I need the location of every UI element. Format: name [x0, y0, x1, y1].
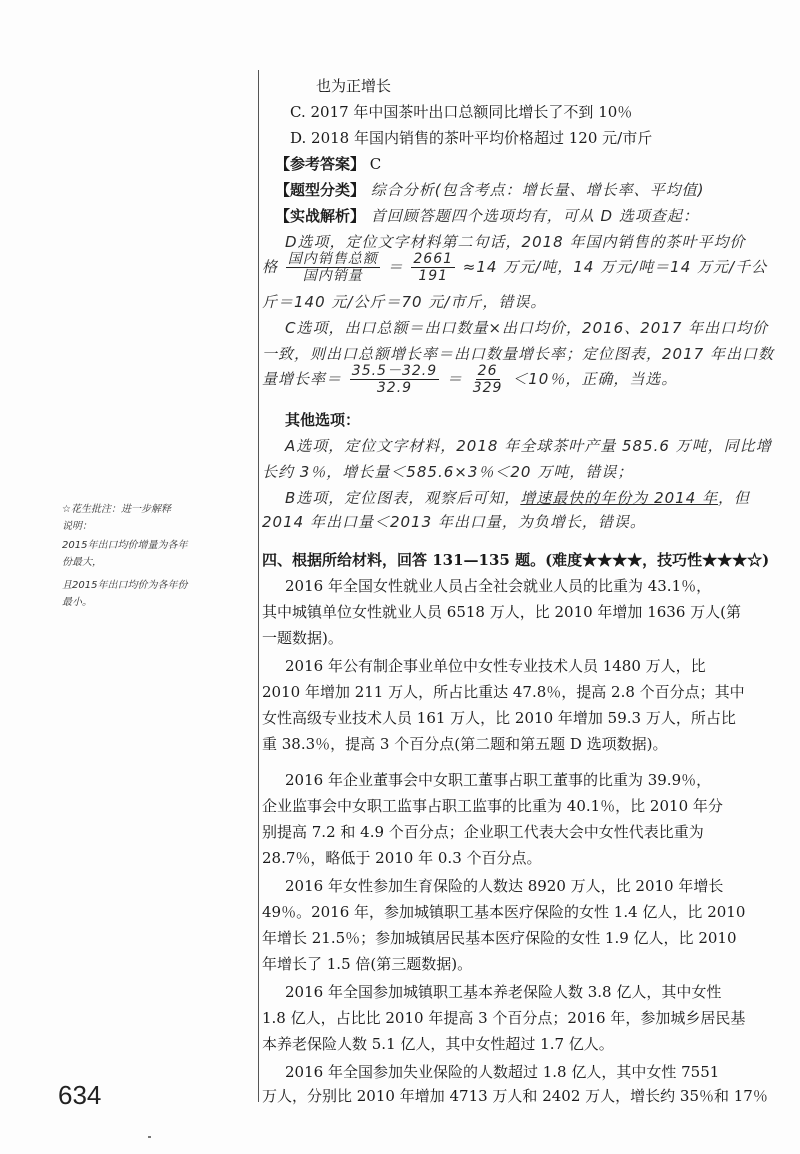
fraction-numerator: 26 — [477, 363, 498, 379]
paragraph-line: 女性高级专业技术人员 161 万人，比 2010 年增加 59.3 万人，所占比 — [262, 709, 736, 727]
paragraph-line: 2016 年公有制企事业单位中女性专业技术人员 1480 万人，比 — [285, 657, 706, 675]
formula-text: ≈14 万元/吨，14 万元/吨＝14 万元/千公 — [462, 258, 768, 276]
option-c: C. 2017 年中国茶叶出口总额同比增长了不到 10％ — [290, 103, 633, 121]
scan-speck — [148, 1136, 151, 1138]
fraction-denominator: 329 — [472, 380, 503, 396]
fraction-numerator: 国内销售总额 — [287, 251, 378, 267]
text-span: ，但 — [718, 489, 751, 507]
paragraph-line: 2016 年全国参加失业保险的人数超过 1.8 亿人，其中女性 7551 — [285, 1063, 720, 1081]
margin-note-line: 说明： — [62, 521, 92, 532]
paragraph-line: 企业监事会中女职工监事占职工监事的比重为 40.1％，比 2010 年分 — [262, 797, 723, 815]
type-label: 【题型分类】 — [275, 181, 366, 199]
fraction-numerator: 35.5－32.9 — [351, 363, 438, 379]
margin-note-line: ☆花生批注：进一步解释 — [62, 504, 171, 515]
formula-text: 格 — [262, 258, 279, 276]
fraction-denominator: 32.9 — [376, 380, 413, 396]
fraction-numerator: 2661 — [413, 251, 454, 267]
analysis-d-formula — [262, 250, 767, 284]
fraction-denominator: 国内销量 — [302, 268, 363, 284]
paragraph-line: 年增长 21.5％；参加城镇居民基本医疗保险的女性 1.9 亿人，比 2010 — [262, 929, 737, 947]
answer-value: C — [365, 155, 382, 173]
formula-text: ＝ — [446, 370, 463, 388]
page-number: 634 — [58, 1080, 102, 1110]
analysis-d-line: D选项，定位文字材料第二句话，2018 年国内销售的茶叶平均价 — [285, 233, 746, 251]
paragraph-line: 2010 年增加 211 万人，所占比重达 47.8％，提高 2.8 个百分点；其中 — [262, 683, 745, 701]
paragraph-line: 其中城镇单位女性就业人员 6518 万人，比 2010 年增加 1636 万人(第 — [262, 603, 741, 621]
type-value: 综合分析(包含考点：增长量、增长率、平均值) — [365, 181, 705, 199]
underlined-text: 增速最快的年份为 2014 年 — [520, 489, 719, 507]
formula-text: ＜10％，正确，当选。 — [512, 370, 678, 388]
analysis-value: 首回顾答题四个选项均有，可从 D 选项查起： — [365, 207, 699, 225]
fraction — [350, 363, 439, 396]
answer-label: 【参考答案】 — [275, 155, 366, 173]
margin-note — [62, 503, 252, 610]
margin-note-line: 份最大， — [62, 557, 102, 568]
formula-text: ＝ — [387, 258, 404, 276]
analysis-label: 【实战解析】 — [275, 207, 366, 225]
fraction-denominator: 191 — [418, 268, 449, 284]
type-row — [275, 180, 705, 200]
margin-note-line: 最小。 — [62, 597, 92, 608]
analysis-a-line: 长约 3％，增长量＜585.6×3％＜20 万吨，错误； — [262, 463, 634, 481]
paragraph-line: 2016 年女性参加生育保险的人数达 8920 万人，比 2010 年增长 — [285, 877, 724, 895]
paragraph-line: 28.7％，略低于 2010 年 0.3 个百分点。 — [262, 849, 542, 867]
answer-row — [275, 154, 381, 174]
fraction — [471, 363, 505, 396]
analysis-c-line: 一致，则出口总额增长率＝出口数量增长率；定位图表，2017 年出口数 — [262, 345, 774, 363]
other-options-heading: 其他选项： — [285, 411, 361, 429]
formula-text: 量增长率＝ — [262, 370, 343, 388]
paragraph-line: 一题数据)。 — [262, 629, 343, 647]
section-heading: 四、根据所给材料，回答 131—135 题。(难度★★★★，技巧性★★★☆) — [262, 551, 770, 569]
text-line: 也为正增长 — [316, 77, 392, 95]
paragraph-line: 2016 年全国参加城镇职工基本养老保险人数 3.8 亿人，其中女性 — [285, 983, 722, 1001]
fraction — [286, 251, 380, 284]
paragraph-line: 别提高 7.2 和 4.9 个百分点；企业职工代表大会中女性代表比重为 — [262, 823, 704, 841]
text-span: B选项，定位图表，观察后可知， — [285, 489, 521, 507]
analysis-c-line: C选项，出口总额＝出口数量×出口均价，2016、2017 年出口均价 — [285, 319, 769, 337]
analysis-row — [275, 206, 699, 226]
analysis-a-line: A选项，定位文字材料，2018 年全球茶叶产量 585.6 万吨，同比增 — [285, 437, 772, 455]
analysis-b-line — [285, 488, 750, 508]
paragraph-line: 年增长了 1.5 倍(第三题数据)。 — [262, 955, 473, 973]
paragraph-line: 2016 年全国女性就业人员占全社会就业人员的比重为 43.1％， — [285, 577, 712, 595]
paragraph-line: 本养老保险人数 5.1 亿人，其中女性超过 1.7 亿人。 — [262, 1035, 614, 1053]
paragraph-line: 重 38.3％，提高 3 个百分点(第二题和第五题 D 选项数据)。 — [262, 735, 668, 753]
margin-note-line: 且2015年出口均价为各年份 — [62, 580, 188, 591]
analysis-b-line: 2014 年出口量＜2013 年出口量，为负增长，错误。 — [262, 513, 646, 531]
paragraph-line: 49％。2016 年，参加城镇职工基本医疗保险的女性 1.4 亿人，比 2010 — [262, 903, 746, 921]
fraction — [411, 251, 455, 284]
analysis-c-formula — [262, 362, 677, 396]
column-divider — [258, 70, 259, 1102]
option-d: D. 2018 年国内销售的茶叶平均价格超过 120 元/市斤 — [290, 129, 653, 147]
analysis-d-line: 斤＝140 元/公斤＝70 元/市斤，错误。 — [262, 293, 547, 311]
paragraph-line: 1.8 亿人，占比比 2010 年提高 3 个百分点；2016 年，参加城乡居民基 — [262, 1009, 746, 1027]
paragraph-line: 2016 年企业董事会中女职工董事占职工董事的比重为 39.9％， — [285, 771, 712, 789]
paragraph-line: 万人，分别比 2010 年增加 4713 万人和 2402 万人，增长约 35％和 17％ — [262, 1087, 768, 1105]
margin-note-line: 2015年出口均价增量为各年 — [62, 540, 188, 551]
